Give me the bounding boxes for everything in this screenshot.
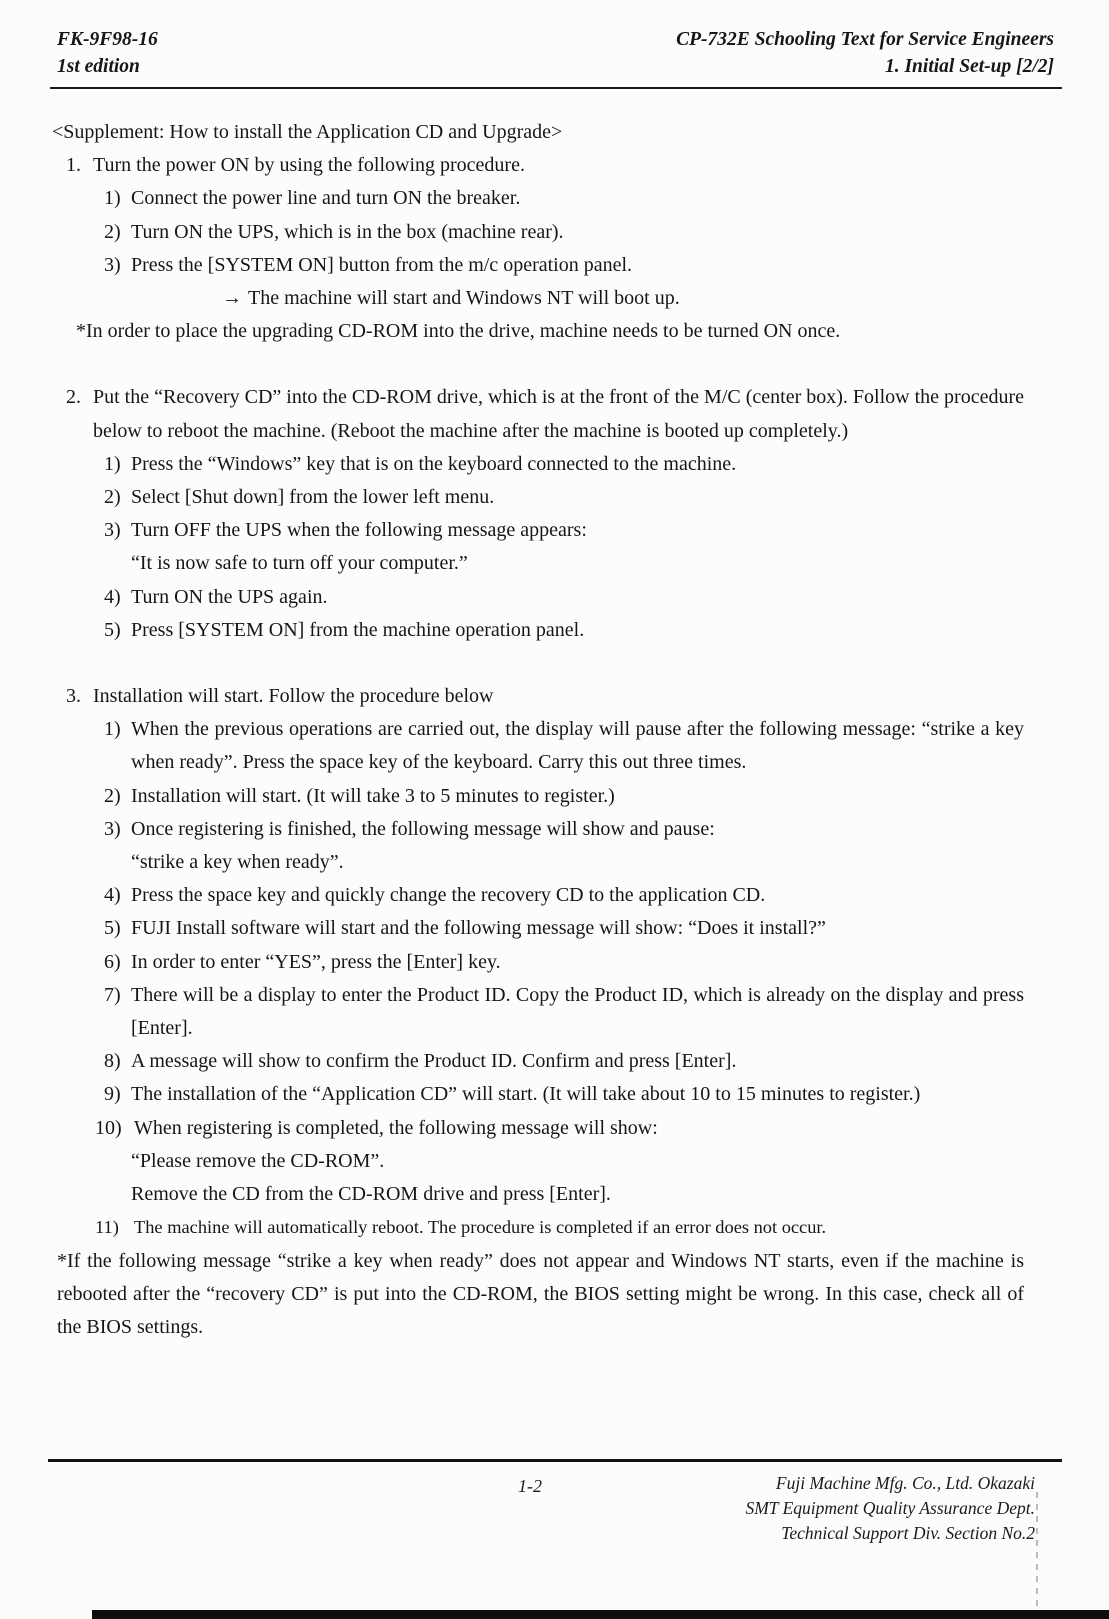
line-text: Press [SYSTEM ON] from the machine operation panel. — [131, 618, 585, 641]
line-text: Press the [SYSTEM ON] button from the m/c operation panel. — [131, 253, 633, 276]
line-text: “Please remove the CD-ROM”. — [131, 1149, 385, 1172]
line-text: There will be a display to enter the Product ID. Copy the Product ID, which is already on the display and press [Enter]. — [131, 983, 1024, 1040]
line-text: Turn OFF the UPS when the following message appears: — [131, 519, 587, 542]
line-text: Select [Shut down] from the lower left menu. — [131, 486, 495, 509]
body-line — [50, 1078, 1024, 1111]
list-marker: 5) — [104, 917, 121, 940]
body-line — [50, 481, 1024, 514]
line-text: Turn the power ON by using the following procedure. — [93, 154, 525, 177]
spacer — [50, 348, 1024, 381]
scan-artifact-bar — [92, 1610, 1109, 1619]
body-blocks — [50, 149, 1024, 1344]
body-line — [50, 946, 1024, 979]
line-text: Turn ON the UPS again. — [131, 585, 328, 608]
page-header — [50, 26, 1062, 80]
header-left — [57, 26, 158, 80]
body-line — [50, 315, 1024, 348]
doc-edition: 1st edition — [57, 56, 140, 77]
body-line — [50, 1045, 1024, 1078]
body-line — [50, 846, 1024, 879]
list-marker: 3) — [104, 519, 121, 542]
body-line — [50, 547, 1024, 580]
list-marker: 3) — [104, 253, 121, 276]
line-text: The machine will start and Windows NT will boot up. — [248, 287, 680, 310]
list-marker: 2) — [104, 220, 121, 243]
page-footer — [48, 1459, 1062, 1546]
body-line — [50, 1112, 1024, 1145]
list-marker: 9) — [104, 1083, 121, 1106]
line-text: “It is now safe to turn off your computer.” — [131, 552, 468, 575]
list-marker: 2) — [104, 784, 121, 807]
body-line — [50, 182, 1024, 215]
list-marker: 3) — [104, 817, 121, 840]
list-marker: 11) — [95, 1217, 119, 1238]
body-line — [50, 216, 1024, 249]
list-marker: 1) — [104, 452, 121, 475]
list-marker: 1. — [66, 154, 81, 177]
body-line — [50, 813, 1024, 846]
list-marker: 8) — [104, 1050, 121, 1073]
body-line — [50, 614, 1024, 647]
line-text: When registering is completed, the following message will show: — [134, 1116, 658, 1139]
line-text: Installation will start. (It will take 3 to 5 minutes to register.) — [131, 784, 615, 807]
line-text: Connect the power line and turn ON the breaker. — [131, 187, 521, 210]
list-marker: 1) — [104, 187, 121, 210]
list-marker: → — [222, 287, 242, 310]
list-marker: 2) — [104, 486, 121, 509]
line-text: Remove the CD from the CD-ROM drive and press [Enter]. — [131, 1183, 611, 1206]
line-text: *If the following message “strike a key when ready” does not appear and Windows NT starts, even if the machine is rebooted after the “recovery CD” is put into the CD-ROM, the BIOS setting might be wrong. In this case, check all of the BIOS settings. — [57, 1249, 1024, 1338]
body-line — [50, 680, 1024, 713]
body-line — [50, 249, 1024, 282]
document-body — [50, 116, 1062, 1344]
line-text: When the previous operations are carried out, the display will pause after the following message: “strike a key when ready”. Press the space key of the keyboard. Carry this out three times. — [131, 718, 1024, 774]
body-line — [50, 1245, 1024, 1345]
line-text: “strike a key when ready”. — [131, 851, 344, 874]
body-line — [50, 581, 1024, 614]
body-line — [50, 912, 1024, 945]
footer-division: Technical Support Div. Section No.2 — [781, 1523, 1035, 1543]
line-text: The installation of the “Application CD” will start. (It will take about 10 to 15 minutes to register.) — [131, 1083, 921, 1106]
doc-number: FK-9F98-16 — [57, 29, 158, 50]
body-line — [50, 879, 1024, 912]
header-rule — [50, 87, 1062, 89]
list-marker: 4) — [104, 884, 121, 907]
line-text: FUJI Install software will start and the following message will show: “Does it install?” — [131, 917, 826, 940]
list-marker: 4) — [104, 585, 121, 608]
list-marker: 5) — [104, 618, 121, 641]
list-marker: 1) — [104, 718, 121, 741]
header-right — [676, 26, 1054, 80]
body-line — [50, 1211, 1024, 1244]
list-marker: 3. — [66, 685, 81, 708]
line-text: Press the “Windows” key that is on the keyboard connected to the machine. — [131, 452, 737, 475]
body-line — [50, 381, 1024, 447]
line-text: Installation will start. Follow the procedure below — [93, 685, 494, 708]
body-line — [50, 1145, 1024, 1178]
list-marker: 6) — [104, 950, 121, 973]
line-text: A message will show to confirm the Product ID. Confirm and press [Enter]. — [131, 1050, 737, 1073]
line-text: Press the space key and quickly change the recovery CD to the application CD. — [131, 884, 766, 907]
page-number: 1-2 — [518, 1476, 542, 1496]
line-text: The machine will automatically reboot. The procedure is completed if an error does not occur. — [134, 1217, 827, 1238]
spacer — [50, 647, 1024, 680]
list-marker: 10) — [95, 1116, 122, 1139]
body-line — [50, 514, 1024, 547]
line-text: Once registering is finished, the following message will show and pause: — [131, 817, 715, 840]
line-text: Put the “Recovery CD” into the CD-ROM drive, which is at the front of the M/C (center box). Follow the procedure below to reboot the machine. (Reboot the machine after the machine is booted up completely.) — [93, 386, 1024, 442]
line-text: Turn ON the UPS, which is in the box (machine rear). — [131, 220, 564, 243]
supplement-title: <Supplement: How to install the Application CD and Upgrade> — [52, 121, 563, 143]
scan-artifact-line — [1036, 1492, 1038, 1610]
body-line — [50, 448, 1024, 481]
footer-rule — [48, 1459, 1062, 1462]
body-line — [50, 1178, 1024, 1211]
footer-text — [48, 1471, 1062, 1546]
body-line — [50, 282, 1024, 315]
body-line — [50, 780, 1024, 813]
footer-company: Fuji Machine Mfg. Co., Ltd. Okazaki — [775, 1473, 1035, 1493]
list-marker: 2. — [66, 386, 81, 409]
line-text: In order to enter “YES”, press the [Enter] key. — [131, 950, 501, 973]
line-text: *In order to place the upgrading CD-ROM into the drive, machine needs to be turned ON once. — [76, 320, 841, 343]
doc-title-header: CP-732E Schooling Text for Service Engineers — [676, 29, 1054, 50]
body-line — [50, 979, 1024, 1045]
doc-section-header: 1. Initial Set-up [2/2] — [884, 56, 1054, 77]
body-line — [50, 149, 1024, 182]
body-line — [50, 713, 1024, 779]
list-marker: 7) — [104, 983, 121, 1006]
footer-department: SMT Equipment Quality Assurance Dept. — [745, 1498, 1035, 1518]
